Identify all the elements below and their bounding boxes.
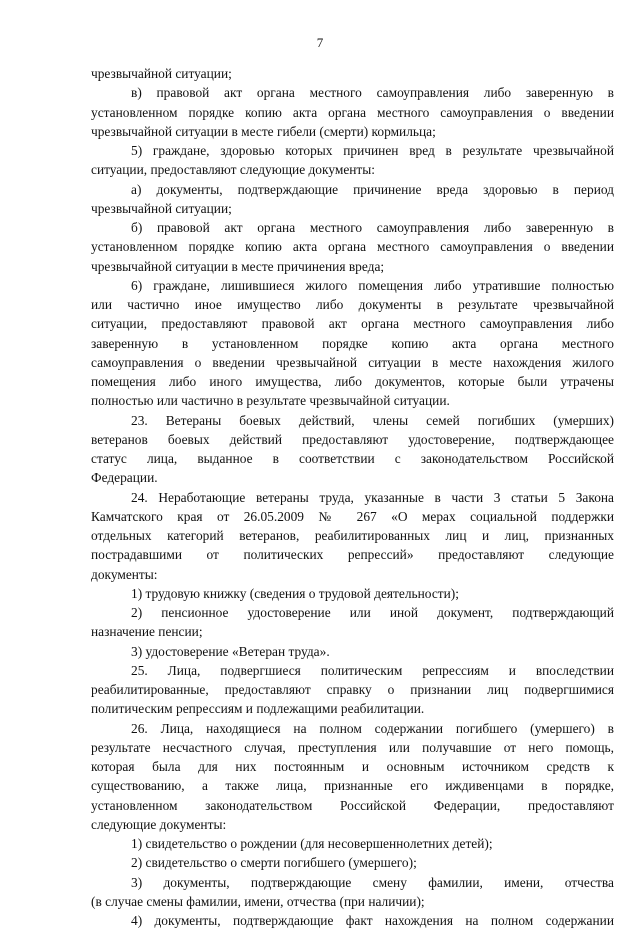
text-line: (в случае смены фамилии, имени, отчества (при наличии); xyxy=(91,893,425,909)
text-line: б) правовой акт органа местного самоуправления либо заверенную в xyxy=(131,220,614,235)
page-number: 7 xyxy=(316,35,324,50)
text-line: чрезвычайной ситуации; xyxy=(91,200,232,216)
text-line: которая была для них постоянным и основным источником средств к xyxy=(91,759,614,774)
text-line: 24. Неработающие ветераны труда, указанные в части 3 статьи 5 Закона xyxy=(131,489,614,505)
text-line: 4) документы, подтверждающие факт нахождения на полном содержании xyxy=(131,913,614,928)
text-line: ветеранов боевых действий предоставляют удостоверение, подтверждающее xyxy=(91,431,614,447)
text-line: пострадавшими от политических репрессий» предоставляют следующие xyxy=(91,547,614,563)
document-body xyxy=(91,64,614,930)
text-line: 3) документы, подтверждающие смену фамилии, имени, отчества xyxy=(131,874,614,890)
text-line: ситуации, предоставляют следующие документы: xyxy=(91,162,375,178)
text-line: самоуправления о введении чрезвычайной ситуации в месте нахождения жилого xyxy=(91,354,614,370)
text-line: Федерации. xyxy=(91,470,158,486)
text-line: 1) свидетельство о рождении (для несовершеннолетних детей); xyxy=(131,836,493,851)
text-line: следующие документы: xyxy=(91,816,227,832)
text-line: установленном порядке копию акта органа местного самоуправления о введении xyxy=(91,104,614,120)
text-line: 2) пенсионное удостоверение или иной документ, подтверждающий xyxy=(131,605,614,620)
text-line: чрезвычайной ситуации; xyxy=(91,66,232,81)
text-line: а) документы, подтверждающие причинение вреда здоровью в период xyxy=(131,181,614,197)
text-line: 23. Ветераны боевых действий, члены семей погибших (умерших) xyxy=(131,412,614,428)
text-line: 25. Лица, подвергшиеся политическим репрессиям и впоследствии xyxy=(131,662,614,678)
text-line: 2) свидетельство о смерти погибшего (умершего); xyxy=(131,855,417,871)
text-line: статус лица, выданное в соответствии с законодательством Российской xyxy=(91,451,614,466)
text-line: заверенную в установленном порядке копию акта органа местного xyxy=(91,335,614,351)
text-line: чрезвычайной ситуации в месте причинения вреда; xyxy=(91,258,385,274)
text-line: 26. Лица, находящиеся на полном содержании погибшего (умершего) в xyxy=(131,720,614,736)
text-line: чрезвычайной ситуации в месте гибели (смерти) кормильца; xyxy=(91,123,436,139)
text-line: реабилитированные, предоставляют справку о признании лиц подвергшимися xyxy=(91,682,614,697)
text-line: 6) граждане, лишившиеся жилого помещения либо утратившие полностью xyxy=(131,277,614,293)
text-line: 1) трудовую книжку (сведения о трудовой деятельности); xyxy=(131,585,459,601)
text-line: отдельных категорий ветеранов, реабилитированных лиц и лиц, признанных xyxy=(91,528,614,543)
text-line: ситуации, предоставляют правовой акт органа местного самоуправления либо xyxy=(91,316,614,332)
text-line: назначение пенсии; xyxy=(91,624,203,640)
text-line: документы: xyxy=(91,566,158,582)
text-line: 3) удостоверение «Ветеран труда». xyxy=(131,643,330,659)
text-line: в) правовой акт органа местного самоуправления либо заверенную в xyxy=(131,85,614,101)
text-line: результате несчастного случая, преступления или получавшие от него помощь, xyxy=(91,739,614,755)
text-line: политическим репрессиям и подлежащими реабилитации. xyxy=(91,701,425,717)
text-line: или частично иное имущество либо документы в результате чрезвычайной xyxy=(91,297,614,312)
text-line: Камчатского края от 26.05.2009 № 267 «О мерах социальной поддержки xyxy=(91,508,614,524)
text-line: установленном порядке копию акта органа местного самоуправления о введении xyxy=(91,239,614,255)
text-line: существованию, а также лица, признанные его иждивенцами в порядке, xyxy=(91,778,614,794)
text-line: установленном законодательством Российской Федерации, предоставляют xyxy=(91,797,614,813)
text-line: помещения либо иного имущества, либо документов, которые были утрачены xyxy=(91,374,614,389)
text-line: полностью или частично в результате чрезвычайной ситуации. xyxy=(91,393,450,409)
text-line: 5) граждане, здоровью которых причинен вред в результате чрезвычайной xyxy=(131,143,614,158)
